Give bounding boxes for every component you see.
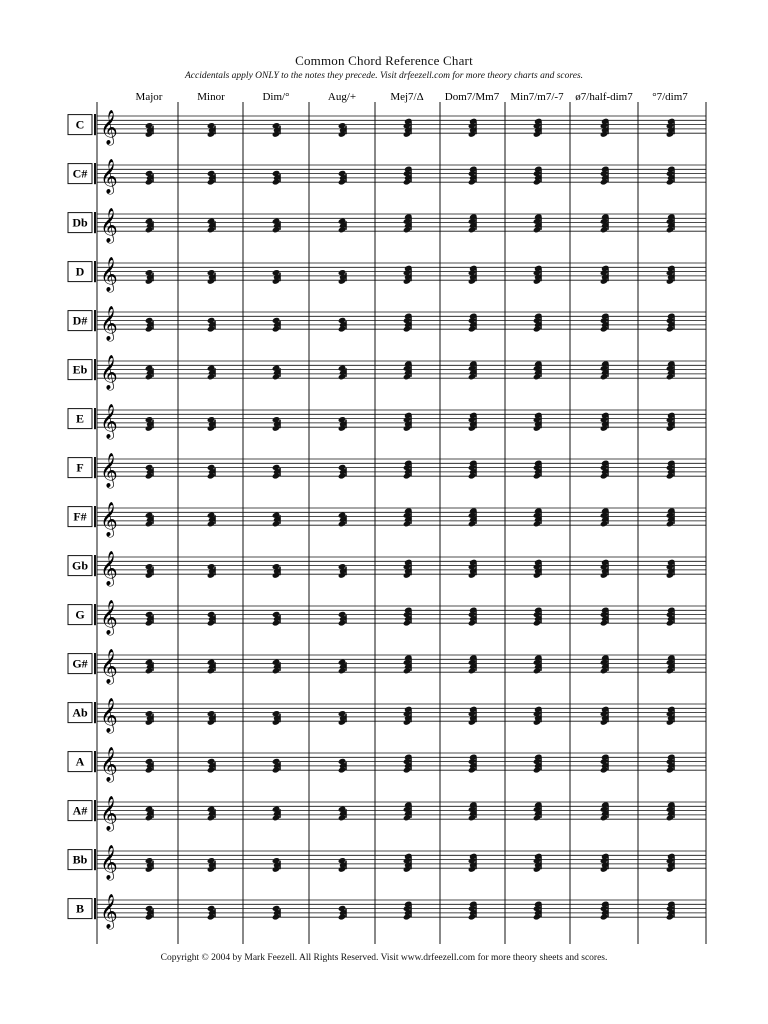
treble-clef-icon: 𝄞 bbox=[100, 895, 118, 929]
treble-clef-icon: 𝄞 bbox=[100, 160, 118, 194]
column-header: °7/dim7 bbox=[652, 91, 688, 103]
treble-clef-icon: 𝄞 bbox=[100, 846, 118, 880]
treble-clef-icon: 𝄞 bbox=[100, 552, 118, 586]
treble-clef-icon: 𝄞 bbox=[100, 258, 118, 292]
row-label: D bbox=[75, 264, 85, 279]
treble-clef-icon: 𝄞 bbox=[100, 797, 118, 831]
row-label: D# bbox=[72, 313, 88, 328]
column-header: Mej7/Δ bbox=[390, 91, 424, 103]
treble-clef-icon: 𝄞 bbox=[100, 209, 118, 243]
row-label: A# bbox=[72, 803, 88, 818]
treble-clef-icon: 𝄞 bbox=[100, 405, 118, 439]
page-title: Common Chord Reference Chart bbox=[295, 53, 473, 68]
column-header: Major bbox=[135, 91, 163, 103]
row-label: F# bbox=[73, 509, 87, 524]
row-label: Gb bbox=[71, 558, 89, 573]
column-header: Dim/° bbox=[262, 91, 290, 103]
row-label: B bbox=[75, 901, 85, 916]
row-label: Db bbox=[72, 215, 88, 230]
page-subtitle: Accidentals apply ONLY to the notes they precede. Visit drfeezell.com for more theory charts and scores. bbox=[184, 71, 584, 81]
row-label: F bbox=[76, 460, 84, 475]
row-label: E bbox=[75, 411, 85, 426]
row-label: Ab bbox=[72, 705, 88, 720]
treble-clef-icon: 𝄞 bbox=[100, 748, 118, 782]
treble-clef-icon: 𝄞 bbox=[100, 699, 118, 733]
treble-clef-icon: 𝄞 bbox=[100, 307, 118, 341]
column-header: Minor bbox=[197, 91, 225, 103]
row-label: G# bbox=[72, 656, 88, 671]
treble-clef-icon: 𝄞 bbox=[100, 111, 118, 145]
copyright-footer: Copyright © 2004 by Mark Feezell. All Rights Reserved. Visit www.drfeezell.com for more theory sheets and scores. bbox=[160, 953, 608, 963]
row-label: Eb bbox=[72, 362, 88, 377]
treble-clef-icon: 𝄞 bbox=[100, 356, 118, 390]
row-label: A bbox=[75, 754, 85, 769]
treble-clef-icon: 𝄞 bbox=[100, 503, 118, 537]
row-label: C bbox=[75, 117, 85, 132]
column-header: Dom7/Mm7 bbox=[444, 91, 500, 103]
treble-clef-icon: 𝄞 bbox=[100, 650, 118, 684]
treble-clef-icon: 𝄞 bbox=[100, 601, 118, 635]
column-header: Aug/+ bbox=[327, 91, 357, 103]
row-label: C# bbox=[72, 166, 88, 181]
column-header: ø7/half-dim7 bbox=[575, 91, 633, 103]
column-header: Min7/m7/-7 bbox=[510, 91, 564, 103]
row-label: Bb bbox=[72, 852, 88, 867]
treble-clef-icon: 𝄞 bbox=[100, 454, 118, 488]
row-label: G bbox=[75, 607, 85, 622]
